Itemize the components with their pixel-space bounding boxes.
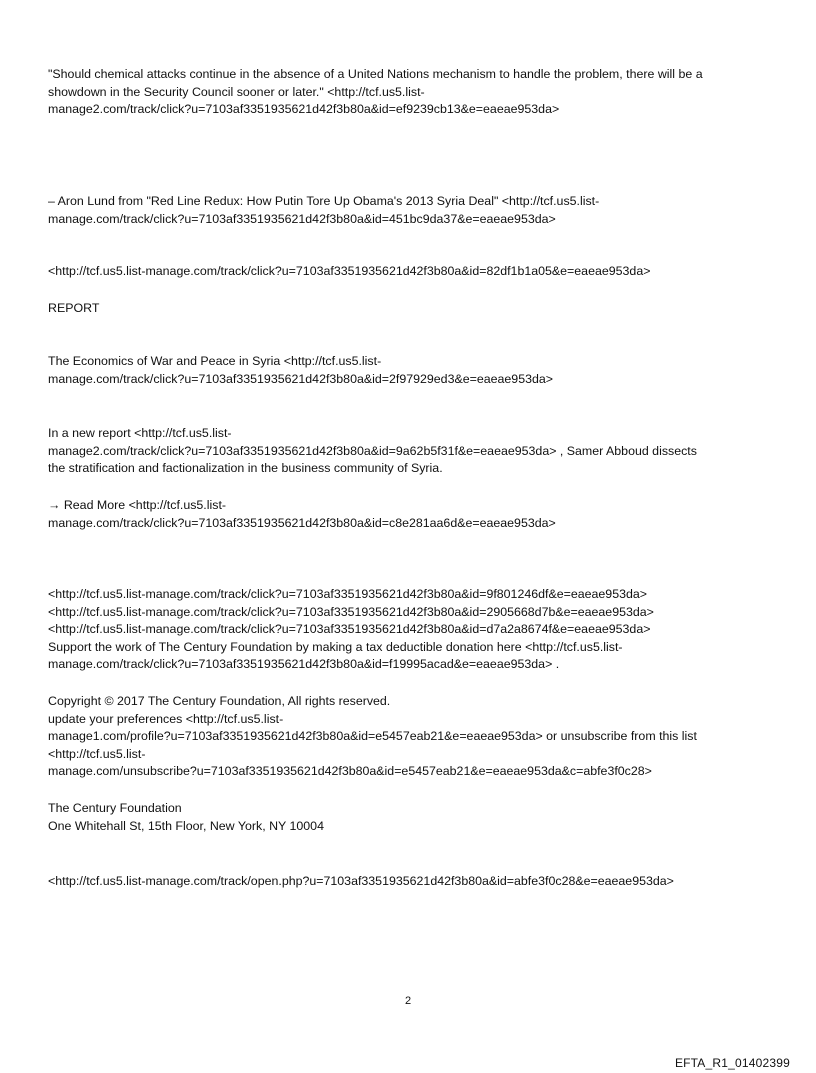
text-line: Copyright © 2017 The Century Foundation, All rights reserved. xyxy=(48,694,391,708)
text-line: manage1.com/profile?u=7103af3351935621d42f3b80a&id=e5457eab21&e=eaeae953da> or unsubscribe from this list xyxy=(48,729,697,744)
text-line: manage2.com/track/click?u=7103af3351935621d42f3b80a&id=9a62b5f31f&e=eaeae953da> , Samer Abboud dissects xyxy=(48,443,697,458)
text-line: – Aron Lund from "Red Line Redux: How Putin Tore Up Obama's 2013 Syria Deal" <http://tcf.us5.list- xyxy=(48,194,600,208)
footer-links-paragraph xyxy=(48,586,783,674)
tracking-link: <http://tcf.us5.list-manage.com/track/open.php?u=7103af3351935621d42f3b80a&id=abfe3f0c28&e=eaeae953da> xyxy=(48,874,674,888)
text-line: the stratification and factionalization in the business community of Syria. xyxy=(48,461,443,476)
text-line: The Economics of War and Peace in Syria <http://tcf.us5.list- xyxy=(48,354,382,368)
text-line: manage2.com/track/click?u=7103af3351935621d42f3b80a&id=ef9239cb13&e=eaeae953da> xyxy=(48,102,560,117)
section-label xyxy=(48,300,783,318)
quote-paragraph xyxy=(48,66,783,119)
text-line: manage.com/track/click?u=7103af3351935621d42f3b80a&id=f19995acad&e=eaeae953da> . xyxy=(48,657,560,672)
address-paragraph xyxy=(48,800,783,835)
copyright-paragraph xyxy=(48,693,783,781)
document-id: EFTA_R1_01402399 xyxy=(674,1056,790,1070)
text-line: manage.com/track/click?u=7103af3351935621d42f3b80a&id=c8e281aa6d&e=eaeae953da> xyxy=(48,515,556,530)
text-line: manage.com/unsubscribe?u=7103af3351935621d42f3b80a&id=e5457eab21&e=eaeae953da&c=abfe3f0c28> xyxy=(48,764,652,779)
attribution-paragraph xyxy=(48,193,783,228)
text-line: → Read More <http://tcf.us5.list- xyxy=(48,498,227,512)
link-paragraph xyxy=(48,263,783,281)
read-more-paragraph xyxy=(48,497,783,532)
text-line: In a new report <http://tcf.us5.list- xyxy=(48,426,232,440)
text-line: One Whitehall St, 15th Floor, New York, NY 10004 xyxy=(48,818,324,833)
page-number: 2 xyxy=(404,995,412,1007)
section-label-text: REPORT xyxy=(48,301,100,315)
tracking-paragraph xyxy=(48,873,783,891)
report-summary-paragraph xyxy=(48,425,783,478)
text-line: showdown in the Security Council sooner or later." <http://tcf.us5.list- xyxy=(48,84,425,99)
text-line: The Century Foundation xyxy=(48,801,182,815)
tracking-link: <http://tcf.us5.list-manage.com/track/click?u=7103af3351935621d42f3b80a&id=82df1b1a05&e=eaeae953da> xyxy=(48,264,651,278)
text-line: <http://tcf.us5.list-manage.com/track/click?u=7103af3351935621d42f3b80a&id=d7a2a8674f&e=eaeae953da> xyxy=(48,622,651,637)
text-line: <http://tcf.us5.list-manage.com/track/click?u=7103af3351935621d42f3b80a&id=2905668d7b&e=eaeae953da> xyxy=(48,604,654,619)
text-line: "Should chemical attacks continue in the absence of a United Nations mechanism to handle the problem, there will be a xyxy=(48,67,703,81)
text-line: <http://tcf.us5.list-manage.com/track/click?u=7103af3351935621d42f3b80a&id=9f801246df&e=eaeae953da> xyxy=(48,587,647,601)
report-title-paragraph xyxy=(48,353,783,388)
text-line: manage.com/track/click?u=7103af3351935621d42f3b80a&id=451bc9da37&e=eaeae953da> xyxy=(48,211,556,226)
text-line: Support the work of The Century Foundation by making a tax deductible donation here <http://tcf.us5.list- xyxy=(48,639,623,654)
text-line: manage.com/track/click?u=7103af3351935621d42f3b80a&id=2f97929ed3&e=eaeae953da> xyxy=(48,371,553,386)
text-line: update your preferences <http://tcf.us5.list- xyxy=(48,711,284,726)
text-line: <http://tcf.us5.list- xyxy=(48,746,146,761)
